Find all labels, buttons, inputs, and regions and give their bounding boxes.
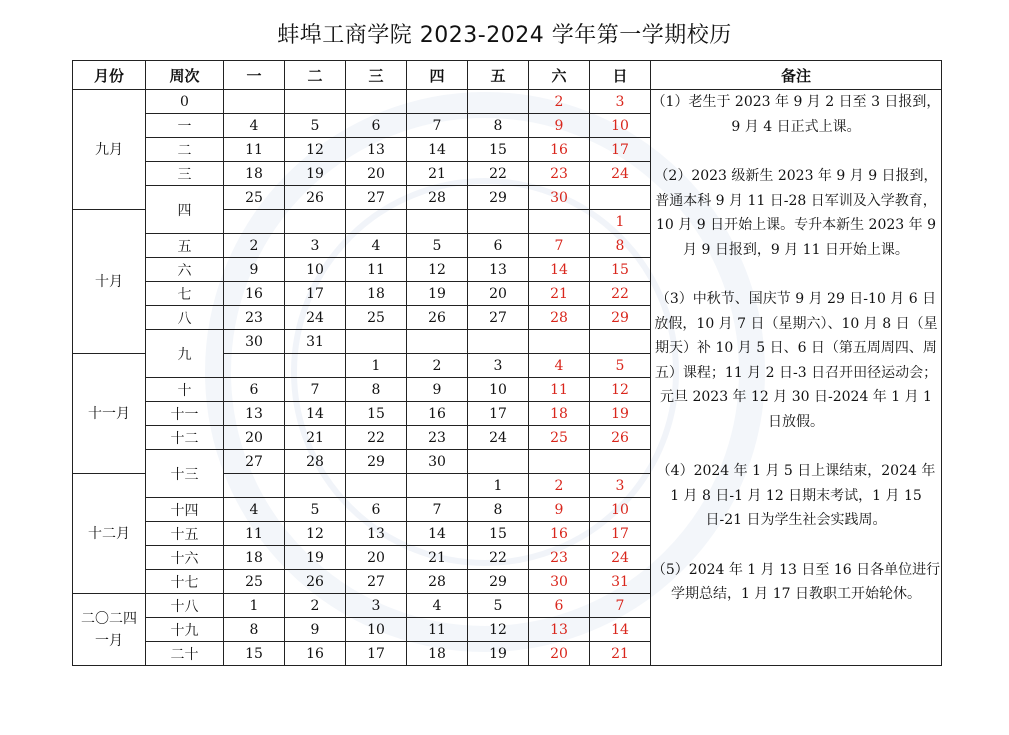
date-cell: 23 bbox=[529, 162, 590, 186]
date-cell: 5 bbox=[285, 114, 346, 138]
month-cell: 十二月 bbox=[73, 474, 146, 594]
date-cell bbox=[407, 474, 468, 498]
date-cell: 26 bbox=[407, 306, 468, 330]
date-cell: 30 bbox=[529, 186, 590, 210]
date-cell: 9 bbox=[285, 618, 346, 642]
date-cell: 28 bbox=[407, 186, 468, 210]
date-cell: 22 bbox=[346, 426, 407, 450]
date-cell: 3 bbox=[346, 594, 407, 618]
notes-cell bbox=[651, 90, 942, 666]
date-cell: 9 bbox=[529, 498, 590, 522]
table-row bbox=[73, 90, 942, 114]
date-cell: 25 bbox=[346, 306, 407, 330]
note-paragraph: （4）2024 年 1 月 5 日上课结束，2024 年 1 月 8 日-1 月 12 日期末考试，1 月 15 日-21 日为学生社会实践周。 bbox=[656, 463, 936, 528]
date-cell: 5 bbox=[407, 234, 468, 258]
header-week: 周次 bbox=[146, 61, 224, 90]
date-cell: 22 bbox=[468, 162, 529, 186]
date-cell: 19 bbox=[468, 642, 529, 666]
date-cell: 6 bbox=[468, 234, 529, 258]
date-cell: 4 bbox=[224, 114, 285, 138]
date-cell: 23 bbox=[224, 306, 285, 330]
header-sun: 日 bbox=[590, 61, 651, 90]
date-cell: 15 bbox=[224, 642, 285, 666]
date-cell: 7 bbox=[407, 114, 468, 138]
date-cell: 30 bbox=[529, 570, 590, 594]
calendar-table bbox=[72, 60, 942, 666]
date-cell: 16 bbox=[285, 642, 346, 666]
date-cell: 17 bbox=[468, 402, 529, 426]
date-cell: 14 bbox=[529, 258, 590, 282]
date-cell: 29 bbox=[590, 306, 651, 330]
date-cell bbox=[407, 210, 468, 234]
date-cell: 11 bbox=[224, 522, 285, 546]
date-cell: 29 bbox=[468, 186, 529, 210]
date-cell bbox=[529, 330, 590, 354]
date-cell: 27 bbox=[468, 306, 529, 330]
date-cell: 2 bbox=[285, 594, 346, 618]
date-cell: 23 bbox=[529, 546, 590, 570]
date-cell: 18 bbox=[407, 642, 468, 666]
date-cell: 17 bbox=[346, 642, 407, 666]
month-cell: 九月 bbox=[73, 90, 146, 210]
date-cell: 19 bbox=[285, 546, 346, 570]
date-cell bbox=[407, 90, 468, 114]
date-cell: 5 bbox=[590, 354, 651, 378]
date-cell bbox=[407, 330, 468, 354]
date-cell bbox=[224, 90, 285, 114]
date-cell: 24 bbox=[590, 162, 651, 186]
date-cell bbox=[346, 90, 407, 114]
header-sat: 六 bbox=[529, 61, 590, 90]
date-cell: 4 bbox=[407, 594, 468, 618]
week-cell: 0 bbox=[146, 90, 224, 114]
date-cell: 15 bbox=[590, 258, 651, 282]
date-cell: 18 bbox=[224, 546, 285, 570]
date-cell bbox=[590, 450, 651, 474]
date-cell: 28 bbox=[529, 306, 590, 330]
week-cell: 十六 bbox=[146, 546, 224, 570]
date-cell bbox=[529, 450, 590, 474]
date-cell: 27 bbox=[346, 570, 407, 594]
date-cell: 17 bbox=[590, 138, 651, 162]
date-cell: 1 bbox=[468, 474, 529, 498]
date-cell: 18 bbox=[529, 402, 590, 426]
header-wed: 三 bbox=[346, 61, 407, 90]
date-cell: 3 bbox=[590, 474, 651, 498]
note-paragraph: （3）中秋节、国庆节 9 月 29 日-10 月 6 日放假，10 月 7 日（星期六）、10 月 8 日（星期天）补 10 月 5 日、6 日（第五周周四、周五）课程；11 月 2 日-3 日召开田径运动会；元旦 2023 年 12 月 30 日-2024 年 1 月 1 日放假。 bbox=[654, 291, 938, 430]
date-cell: 21 bbox=[407, 162, 468, 186]
date-cell: 14 bbox=[590, 618, 651, 642]
date-cell: 13 bbox=[468, 258, 529, 282]
date-cell: 25 bbox=[224, 186, 285, 210]
date-cell bbox=[224, 474, 285, 498]
week-cell: 十七 bbox=[146, 570, 224, 594]
header-mon: 一 bbox=[224, 61, 285, 90]
date-cell: 30 bbox=[407, 450, 468, 474]
week-cell: 十一 bbox=[146, 402, 224, 426]
date-cell: 12 bbox=[285, 522, 346, 546]
date-cell bbox=[285, 210, 346, 234]
date-cell: 4 bbox=[529, 354, 590, 378]
date-cell: 14 bbox=[407, 138, 468, 162]
date-cell: 7 bbox=[590, 594, 651, 618]
header-month: 月份 bbox=[73, 61, 146, 90]
week-cell: 一 bbox=[146, 114, 224, 138]
date-cell: 26 bbox=[285, 570, 346, 594]
month-cell: 十一月 bbox=[73, 354, 146, 474]
header-thu: 四 bbox=[407, 61, 468, 90]
week-cell: 十五 bbox=[146, 522, 224, 546]
date-cell: 19 bbox=[590, 402, 651, 426]
week-cell: 二十 bbox=[146, 642, 224, 666]
week-cell: 十九 bbox=[146, 618, 224, 642]
note-paragraph: （2）2023 级新生 2023 年 9 月 9 日报到，普通本科 9 月 11 日-28 日军训及入学教育，10 月 9 日开始上课。专升本新生 2023 年 9 月 9 日报到，9 月 11 日开始上课。 bbox=[654, 168, 938, 258]
date-cell: 24 bbox=[468, 426, 529, 450]
date-cell: 10 bbox=[285, 258, 346, 282]
date-cell: 7 bbox=[529, 234, 590, 258]
header-tue: 二 bbox=[285, 61, 346, 90]
date-cell: 4 bbox=[224, 498, 285, 522]
date-cell: 29 bbox=[468, 570, 529, 594]
date-cell bbox=[285, 90, 346, 114]
date-cell: 4 bbox=[346, 234, 407, 258]
date-cell: 25 bbox=[224, 570, 285, 594]
date-cell: 12 bbox=[468, 618, 529, 642]
date-cell: 15 bbox=[468, 522, 529, 546]
week-cell: 八 bbox=[146, 306, 224, 330]
date-cell bbox=[346, 210, 407, 234]
date-cell: 16 bbox=[529, 522, 590, 546]
date-cell: 19 bbox=[407, 282, 468, 306]
date-cell: 3 bbox=[468, 354, 529, 378]
date-cell: 8 bbox=[346, 378, 407, 402]
date-cell: 11 bbox=[529, 378, 590, 402]
date-cell: 20 bbox=[346, 162, 407, 186]
date-cell bbox=[224, 354, 285, 378]
date-cell: 9 bbox=[529, 114, 590, 138]
week-cell: 十二 bbox=[146, 426, 224, 450]
date-cell: 1 bbox=[346, 354, 407, 378]
date-cell: 10 bbox=[346, 618, 407, 642]
date-cell: 8 bbox=[468, 498, 529, 522]
date-cell: 30 bbox=[224, 330, 285, 354]
date-cell: 31 bbox=[590, 570, 651, 594]
note-paragraph: （5）2024 年 1 月 13 日至 16 日各单位进行学期总结，1 月 17 日教职工开始轮休。 bbox=[651, 561, 941, 602]
week-cell: 九 bbox=[146, 330, 224, 378]
date-cell: 22 bbox=[590, 282, 651, 306]
date-cell: 29 bbox=[346, 450, 407, 474]
week-cell: 十四 bbox=[146, 498, 224, 522]
date-cell: 12 bbox=[590, 378, 651, 402]
date-cell: 3 bbox=[285, 234, 346, 258]
week-cell: 六 bbox=[146, 258, 224, 282]
date-cell: 27 bbox=[224, 450, 285, 474]
date-cell: 18 bbox=[346, 282, 407, 306]
date-cell: 16 bbox=[407, 402, 468, 426]
date-cell: 2 bbox=[529, 90, 590, 114]
date-cell: 10 bbox=[590, 114, 651, 138]
date-cell: 21 bbox=[529, 282, 590, 306]
date-cell bbox=[346, 330, 407, 354]
date-cell: 20 bbox=[529, 642, 590, 666]
date-cell: 15 bbox=[346, 402, 407, 426]
page-title: 蚌埠工商学院 2023-2024 学年第一学期校历 bbox=[277, 23, 732, 48]
week-cell: 十 bbox=[146, 378, 224, 402]
date-cell: 18 bbox=[224, 162, 285, 186]
date-cell: 27 bbox=[346, 186, 407, 210]
week-cell: 四 bbox=[146, 186, 224, 234]
date-cell: 23 bbox=[407, 426, 468, 450]
header-fri: 五 bbox=[468, 61, 529, 90]
date-cell: 16 bbox=[224, 282, 285, 306]
date-cell bbox=[285, 354, 346, 378]
header-notes: 备注 bbox=[651, 61, 942, 90]
date-cell: 24 bbox=[590, 546, 651, 570]
date-cell bbox=[590, 186, 651, 210]
date-cell: 10 bbox=[590, 498, 651, 522]
date-cell: 21 bbox=[407, 546, 468, 570]
date-cell: 3 bbox=[590, 90, 651, 114]
date-cell: 12 bbox=[285, 138, 346, 162]
date-cell bbox=[468, 330, 529, 354]
date-cell bbox=[529, 210, 590, 234]
date-cell: 26 bbox=[590, 426, 651, 450]
date-cell: 26 bbox=[285, 186, 346, 210]
date-cell bbox=[285, 474, 346, 498]
date-cell: 17 bbox=[590, 522, 651, 546]
date-cell: 25 bbox=[529, 426, 590, 450]
date-cell bbox=[590, 330, 651, 354]
date-cell: 7 bbox=[285, 378, 346, 402]
date-cell: 9 bbox=[407, 378, 468, 402]
week-cell: 七 bbox=[146, 282, 224, 306]
date-cell: 20 bbox=[468, 282, 529, 306]
date-cell: 1 bbox=[590, 210, 651, 234]
date-cell: 7 bbox=[407, 498, 468, 522]
date-cell: 6 bbox=[529, 594, 590, 618]
date-cell bbox=[346, 474, 407, 498]
date-cell: 5 bbox=[468, 594, 529, 618]
date-cell: 20 bbox=[346, 546, 407, 570]
date-cell: 28 bbox=[407, 570, 468, 594]
week-cell: 二 bbox=[146, 138, 224, 162]
date-cell: 12 bbox=[407, 258, 468, 282]
date-cell: 1 bbox=[224, 594, 285, 618]
date-cell: 6 bbox=[346, 498, 407, 522]
date-cell: 6 bbox=[346, 114, 407, 138]
date-cell: 11 bbox=[346, 258, 407, 282]
date-cell: 21 bbox=[285, 426, 346, 450]
date-cell: 9 bbox=[224, 258, 285, 282]
date-cell: 2 bbox=[224, 234, 285, 258]
date-cell: 8 bbox=[224, 618, 285, 642]
date-cell: 2 bbox=[407, 354, 468, 378]
date-cell: 15 bbox=[468, 138, 529, 162]
date-cell: 13 bbox=[346, 522, 407, 546]
date-cell: 13 bbox=[224, 402, 285, 426]
date-cell: 5 bbox=[285, 498, 346, 522]
note-paragraph: （1）老生于 2023 年 9 月 2 日至 3 日报到，9 月 4 日正式上课。 bbox=[651, 94, 941, 135]
date-cell bbox=[468, 90, 529, 114]
date-cell: 17 bbox=[285, 282, 346, 306]
date-cell: 28 bbox=[285, 450, 346, 474]
date-cell: 16 bbox=[529, 138, 590, 162]
date-cell: 24 bbox=[285, 306, 346, 330]
date-cell: 8 bbox=[590, 234, 651, 258]
date-cell: 13 bbox=[346, 138, 407, 162]
date-cell bbox=[468, 450, 529, 474]
month-cell: 十月 bbox=[73, 210, 146, 354]
week-cell: 十八 bbox=[146, 594, 224, 618]
date-cell: 21 bbox=[590, 642, 651, 666]
date-cell: 10 bbox=[468, 378, 529, 402]
week-cell: 五 bbox=[146, 234, 224, 258]
date-cell: 19 bbox=[285, 162, 346, 186]
date-cell: 20 bbox=[224, 426, 285, 450]
date-cell: 2 bbox=[529, 474, 590, 498]
date-cell: 31 bbox=[285, 330, 346, 354]
date-cell: 14 bbox=[407, 522, 468, 546]
week-cell: 十三 bbox=[146, 450, 224, 498]
date-cell: 14 bbox=[285, 402, 346, 426]
date-cell bbox=[468, 210, 529, 234]
header-row bbox=[73, 61, 942, 90]
month-cell: 二〇二四一月 bbox=[73, 594, 146, 666]
date-cell: 11 bbox=[407, 618, 468, 642]
date-cell: 6 bbox=[224, 378, 285, 402]
date-cell: 22 bbox=[468, 546, 529, 570]
date-cell: 13 bbox=[529, 618, 590, 642]
date-cell: 8 bbox=[468, 114, 529, 138]
date-cell bbox=[224, 210, 285, 234]
week-cell: 三 bbox=[146, 162, 224, 186]
date-cell: 11 bbox=[224, 138, 285, 162]
